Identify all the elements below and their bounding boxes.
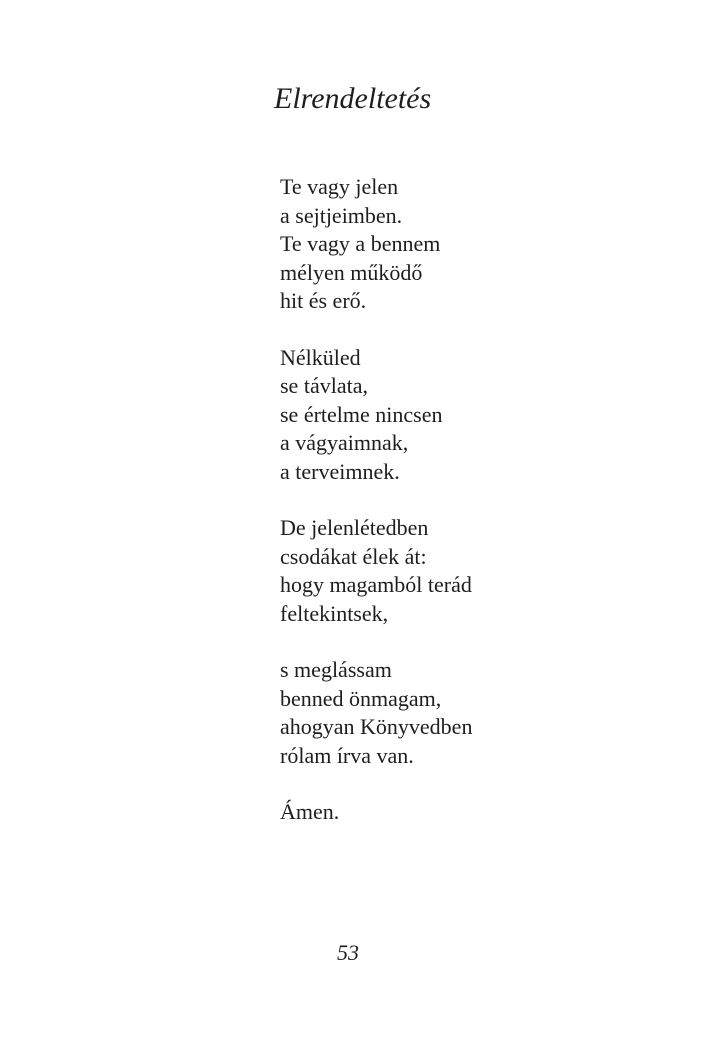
poem-line: Te vagy jelen — [280, 174, 399, 199]
poem-line: Ámen. — [280, 799, 340, 824]
poem-line: benned önmagam, — [280, 685, 442, 711]
poem-line: s meglássam — [280, 657, 392, 682]
poem-line: hogy magamból terád — [280, 572, 472, 597]
poem-body — [280, 173, 680, 855]
poem-line: csodákat élek át: — [280, 543, 427, 569]
page-number: 53 — [337, 940, 359, 965]
poem-line: se értelme nincsen — [280, 401, 443, 427]
poem-line: hit és erő. — [280, 288, 367, 313]
stanza-4 — [280, 656, 680, 770]
stanza-5 — [280, 798, 680, 827]
poem-line: se távlata, — [280, 373, 368, 398]
stanza-3 — [280, 514, 680, 628]
poem-line: a sejtjeimben. — [280, 202, 403, 228]
stanza-1 — [280, 173, 680, 316]
poem-line: mélyen működő — [280, 259, 423, 285]
stanza-2 — [280, 344, 680, 487]
poem-line: Te vagy a bennem — [280, 231, 441, 256]
poem-line: Nélküled — [280, 344, 361, 370]
poem-line: feltekintsek, — [280, 600, 389, 626]
poem-title: Elrendeltetés — [274, 82, 432, 115]
poem-line: ahogyan Könyvedben — [280, 714, 473, 739]
poem-line: rólam írva van. — [280, 742, 414, 768]
poem-line: De jelenlétedben — [280, 515, 429, 540]
poem-line: a terveimnek. — [280, 458, 400, 484]
poem-line: a vágyaimnak, — [280, 430, 409, 455]
